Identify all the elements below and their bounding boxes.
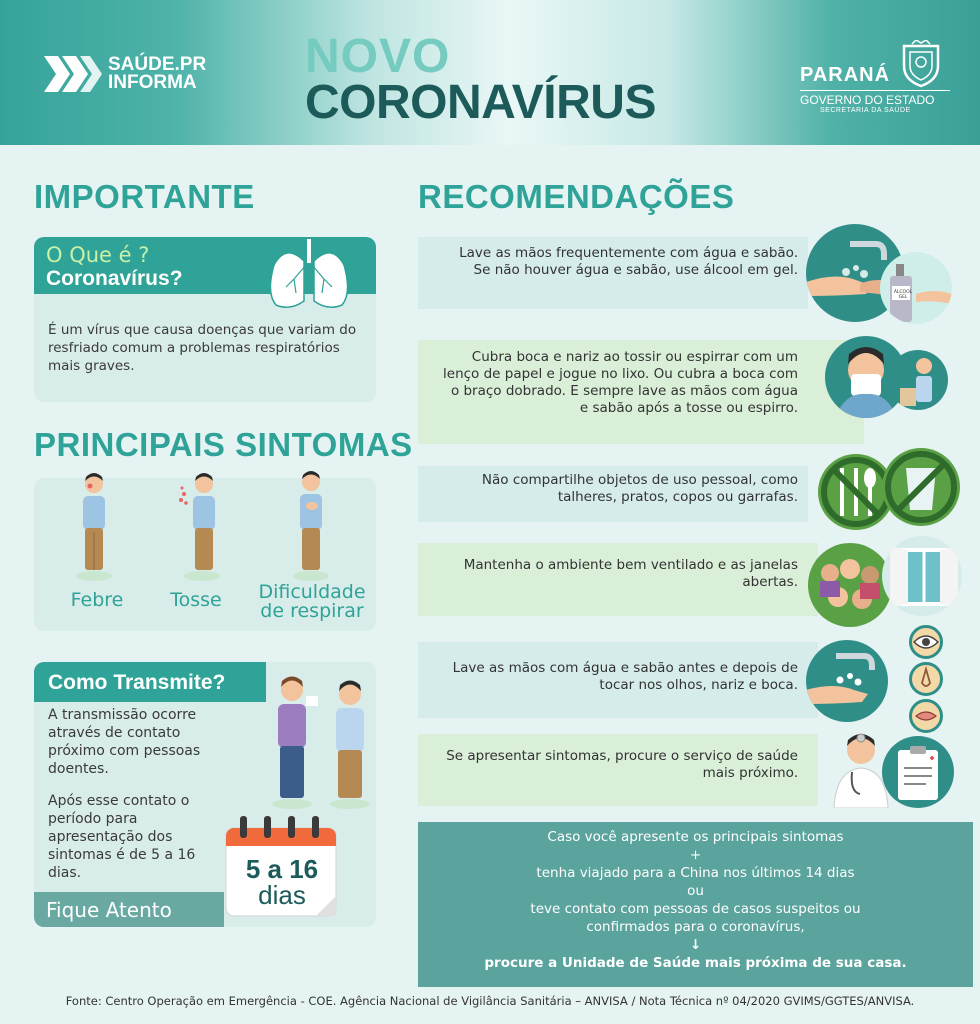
- title-novo: NOVO: [305, 30, 451, 83]
- chevrons-icon: [44, 56, 104, 92]
- symptoms-card: [34, 478, 376, 631]
- lungs-icon: [266, 235, 352, 313]
- alcohol-gel-bottle-icon: [880, 252, 952, 324]
- saude-pr-informa-logo: [44, 56, 206, 92]
- window-circle: [882, 536, 962, 616]
- state-name: PARANÁ: [800, 64, 891, 86]
- transmission-card: [34, 662, 376, 927]
- nose-icon: [912, 665, 940, 693]
- open-window-icon: [882, 536, 962, 616]
- calendar-days-range: 5 a 16: [245, 854, 319, 884]
- brand-line-2: INFORMA: [108, 72, 197, 93]
- recommendation-2-text: Cubra boca e nariz ao tossir ou espirrar com um lenço de papel e jogue no lixo. Ou cubra a boca com o braço dobrado. E sempre lave as mãos com água e sabão após a tosse ou espirro.: [443, 349, 798, 416]
- government-label: GOVERNO DO ESTADO: [800, 90, 950, 107]
- page-title: [305, 30, 685, 129]
- alcohol-gel-label: ÁLCOOL GEL: [893, 290, 913, 300]
- mouth-icon: [912, 702, 940, 730]
- alert-line-4: confirmados para o coronavírus,: [586, 919, 805, 935]
- calendar-days-unit: dias: [258, 880, 306, 910]
- clipboard-circle: [882, 736, 954, 808]
- recommendations-heading: RECOMENDAÇÕES: [418, 178, 735, 215]
- stay-alert-footer: Fique Atento: [34, 892, 224, 927]
- alert-line-5: procure a Unidade de Saúde mais próxima de sua casa.: [484, 955, 907, 971]
- header-banner: [0, 0, 980, 145]
- trash-disposal-icon: [888, 350, 948, 410]
- crest-icon: [900, 40, 942, 88]
- what-is-description: É um vírus que causa doenças que variam do resfriado comum a problemas respiratórios mais graves.: [48, 322, 357, 374]
- crowd-icon: [808, 543, 892, 627]
- important-heading: IMPORTANTE: [34, 178, 255, 215]
- transmission-para-1: A transmissão ocorre através de contato próximo com pessoas doentes.: [48, 707, 201, 777]
- no-sharing-glass-circle: [882, 448, 960, 526]
- recommendation-5-text: Lave as mãos com água e sabão antes e depois de tocar nos olhos, nariz e boca.: [452, 660, 798, 693]
- mouth-circle: [909, 699, 943, 733]
- parana-government-logo: [800, 40, 960, 114]
- alert-arrow: ↓: [689, 937, 702, 953]
- transmission-heading: Como Transmite?: [34, 662, 266, 702]
- what-is-question: O Que é ?: [46, 243, 150, 267]
- recommendation-4-text: Mantenha o ambiente bem ventilado e as janelas abertas.: [463, 557, 798, 590]
- symptom-breathing-label: Dificuldade de respirar: [258, 581, 366, 622]
- symptom-fever-label: Febre: [70, 589, 124, 611]
- nose-circle: [909, 662, 943, 696]
- recommendation-6-text: Se apresentar sintomas, procure o serviço de saúde mais próximo.: [446, 748, 798, 781]
- recommendation-1-text: Lave as mãos frequentemente com água e sabão. Se não houver água e sabão, use álcool em gel.: [459, 245, 798, 278]
- what-is-card: [34, 237, 376, 402]
- sneezing-people-icon: [262, 672, 372, 812]
- alcohol-gel-circle: [880, 252, 952, 324]
- eye-icon: [912, 628, 940, 656]
- medical-clipboard-icon: [882, 736, 954, 808]
- brand-line-1: SAÚDE.PR: [108, 54, 207, 75]
- symptoms-heading: PRINCIPAIS SINTOMAS: [34, 426, 413, 463]
- alert-plus: +: [689, 847, 702, 863]
- handwash-2-circle: [806, 640, 888, 722]
- alert-line-1: Caso você apresente os principais sintomas: [547, 829, 844, 845]
- tissue-disposal-circle: [888, 350, 948, 410]
- eye-circle: [909, 625, 943, 659]
- no-glass-icon: [882, 448, 960, 526]
- handwashing-faucet-icon: [806, 640, 888, 722]
- alert-line-3: teve contato com pessoas de casos suspeitos ou: [530, 901, 861, 917]
- alert-line-2: tenha viajado para a China nos últimos 14 dias: [536, 865, 855, 881]
- secretariat-label: SECRETARIA DA SAÚDE: [820, 107, 911, 114]
- crowd-circle: [808, 543, 892, 627]
- what-is-subject: Coronavírus?: [46, 267, 183, 290]
- recommendation-3-text: Não compartilhe objetos de uso pessoal, como talheres, pratos, copos ou garrafas.: [481, 472, 798, 505]
- cough-person-icon: [178, 472, 224, 582]
- title-coronavirus: CORONAVÍRUS: [305, 75, 656, 129]
- source-footnote: Fonte: Centro Operação em Emergência - COE. Agência Nacional de Vigilância Sanitária – ANVISA / Nota Técnica nº 04/2020 GVIMS/GGTES/ANVISA.: [65, 994, 915, 1008]
- fever-person-icon: [74, 472, 114, 582]
- transmission-para-2: Após esse contato o período para apresentação dos sintomas é de 5 a 16 dias.: [48, 793, 196, 881]
- symptom-cough-label: Tosse: [170, 589, 222, 611]
- alert-or: ou: [687, 883, 704, 899]
- breathing-difficulty-person-icon: [290, 470, 332, 582]
- alert-box: [418, 822, 973, 987]
